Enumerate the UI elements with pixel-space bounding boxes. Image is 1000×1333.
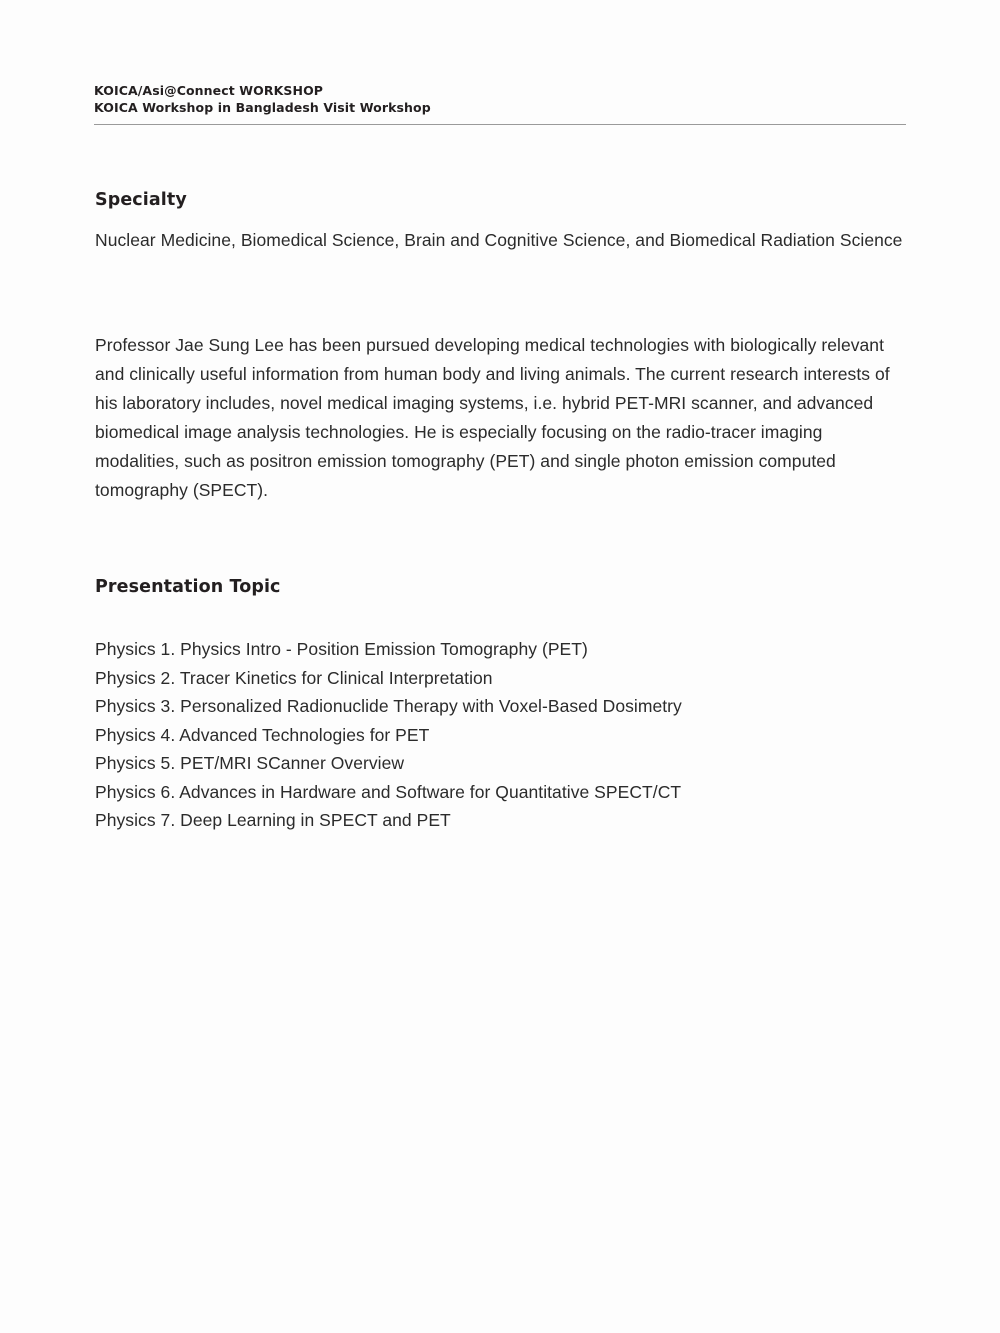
specialty-text: Nuclear Medicine, Biomedical Science, Brain and Cognitive Science, and Biomedical Radiation Science (95, 230, 903, 250)
document-content (95, 190, 905, 851)
list-item: Physics 5. PET/MRI SCanner Overview (95, 753, 405, 773)
list-item: Physics 3. Personalized Radionuclide Therapy with Voxel-Based Dosimetry (95, 696, 682, 716)
list-item: Physics 1. Physics Intro - Position Emission Tomography (PET) (95, 639, 588, 659)
header-divider (94, 124, 906, 125)
presentation-heading: Presentation Topic (95, 577, 281, 597)
list-item: Physics 7. Deep Learning in SPECT and PET (95, 810, 451, 830)
document-header (94, 82, 906, 116)
list-item: Physics 2. Tracer Kinetics for Clinical Interpretation (95, 667, 493, 688)
biography-text: Professor Jae Sung Lee has been pursued developing medical technologies with biologically relevant and clinically useful information from human body and living animals. The current research interests of his laboratory includes, novel medical imaging systems, i.e. hybrid PET-MRI scanner, and advanced biomedical image analysis technologies. He is especially focusing on the radio-tracer imaging modalities, such as positron emission tomography (PET) and single photon emission computed tomography (SPECT). (95, 335, 890, 500)
list-item: Physics 6. Advances in Hardware and Software for Quantitative SPECT/CT (95, 781, 682, 802)
presentation-topic-list (95, 635, 905, 835)
header-workshop-subtitle: KOICA Workshop in Bangladesh Visit Workshop (94, 100, 431, 115)
specialty-section (95, 190, 905, 255)
list-item: Physics 4. Advanced Technologies for PET (95, 724, 430, 745)
specialty-heading: Specialty (95, 190, 187, 210)
biography-section (95, 331, 905, 505)
presentation-section (95, 577, 905, 835)
header-workshop-title: KOICA/Asi@Connect WORKSHOP (94, 83, 324, 98)
